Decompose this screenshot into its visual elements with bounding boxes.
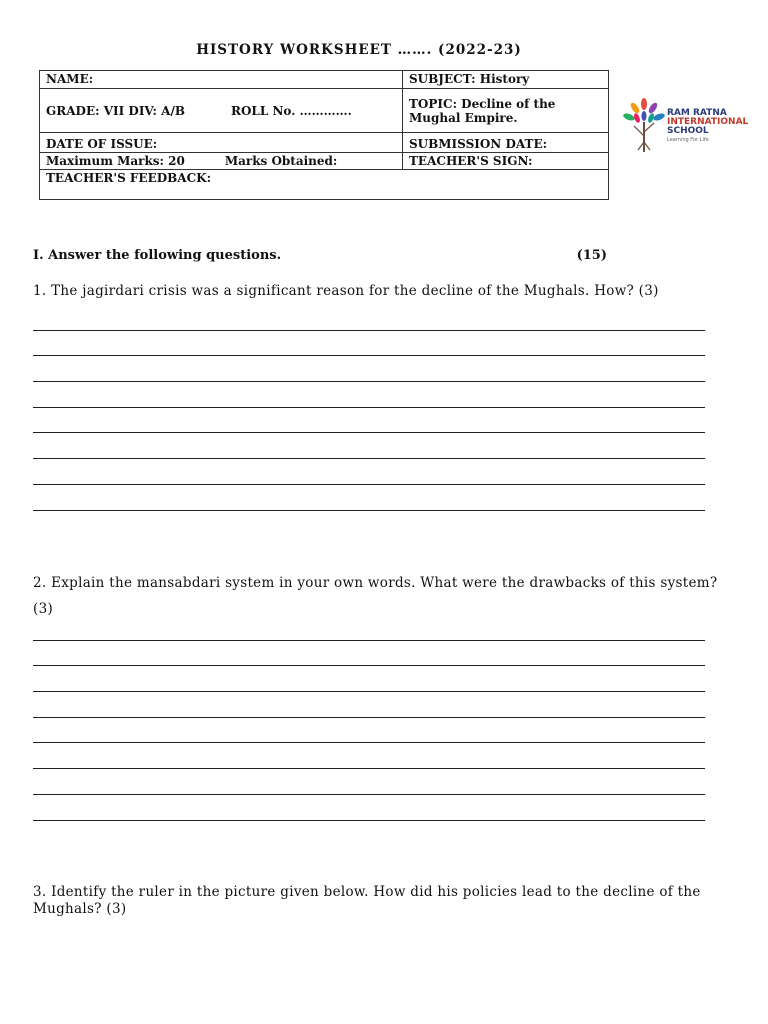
name-label: NAME: [46,72,94,86]
school-name-line3: SCHOOL [667,126,709,136]
subject-cell [403,71,609,89]
answer-line[interactable] [33,355,705,356]
section-marks: (15) [576,248,607,263]
school-name-line2: INTERNATIONAL [667,117,749,127]
section-title: I. Answer the following questions. [33,248,282,263]
school-logo [622,96,752,156]
school-name-line1: RAM RATNA [667,108,727,118]
feedback-label: TEACHER'S FEEDBACK: [46,171,211,185]
answer-line[interactable] [33,484,705,485]
school-tagline: Learning For Life [667,137,709,143]
roll-label: ROLL No. …………. [230,103,352,118]
teacher-sign-label: TEACHER'S SIGN: [409,154,533,168]
answer-line[interactable] [33,458,705,459]
name-cell [40,71,403,89]
question-1: 1. The jagirdari crisis was a significant reason for the decline of the Mughals. How? (3) [33,283,659,299]
topic-cell [403,89,609,133]
answer-line[interactable] [33,665,705,666]
submission-label: SUBMISSION DATE: [409,137,548,151]
marks-cell [40,153,403,170]
answer-line[interactable] [33,820,705,821]
worksheet-title: HISTORY WORKSHEET ……. (2022-23) [196,42,522,58]
teacher-sign-cell [403,153,609,170]
school-name [667,109,748,136]
date-issue-cell [40,133,403,153]
answer-line[interactable] [33,407,705,408]
date-issue-label: DATE OF ISSUE: [46,137,158,151]
answer-line[interactable] [33,794,705,795]
answer-line[interactable] [33,432,705,433]
answer-line[interactable] [33,640,705,641]
answer-line[interactable] [33,330,705,331]
answer-line[interactable] [33,381,705,382]
max-marks-label: Maximum Marks: 20 [46,154,185,168]
topic-label: TOPIC: Decline of the Mughal Empire. [409,96,556,125]
submission-cell [403,133,609,153]
marks-obtained-label: Marks Obtained: [224,154,338,168]
question-3: 3. Identify the ruler in the picture given below. How did his policies lead to the decline of the Mughals? (3) [33,884,701,917]
answer-line[interactable] [33,717,705,718]
feedback-cell [40,170,609,200]
answer-line[interactable] [33,742,705,743]
subject-label: SUBJECT: History [409,72,530,86]
student-info-table [39,70,609,200]
answer-line[interactable] [33,691,705,692]
answer-line[interactable] [33,510,705,511]
grade-label: GRADE: VII DIV: A/B [46,103,185,118]
section-heading [33,248,607,263]
tree-logo-icon [622,96,666,154]
grade-cell [40,89,403,133]
question-2: 2. Explain the mansabdari system in your own words. What were the drawbacks of this system? (3) [33,575,718,617]
answer-line[interactable] [33,768,705,769]
